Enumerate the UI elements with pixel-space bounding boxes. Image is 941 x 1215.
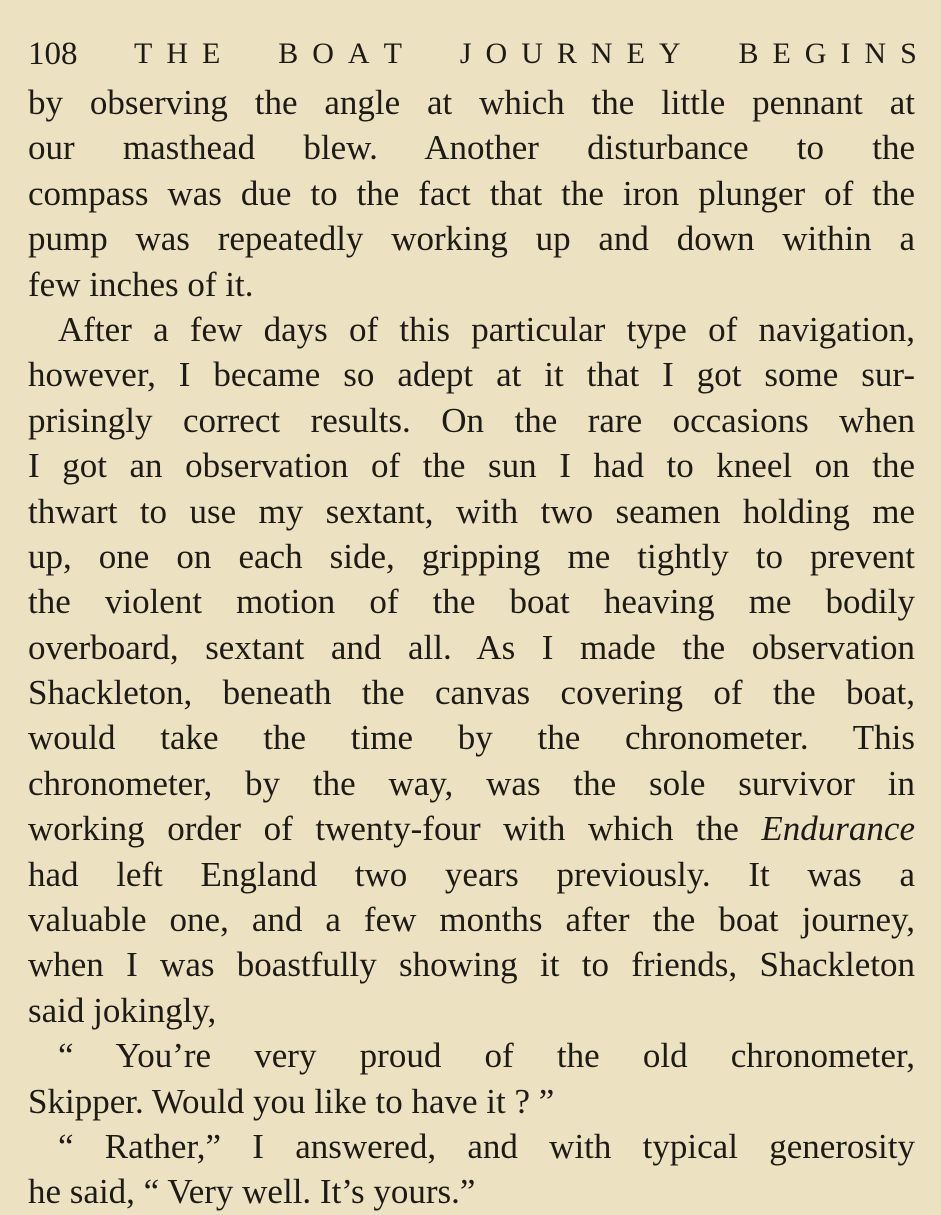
text-line: compass was due to the fact that the iron plunger of the [28,173,915,213]
ship-name: Endurance [761,809,915,849]
text-line: up, one on each side, gripping me tightly to prevent [28,536,915,576]
page-header [24,30,917,78]
running-head-letter: N [864,37,887,70]
text-line: valuable one, and a few months after the boat journey, [28,900,915,940]
running-head-letter: A [347,37,370,70]
running-head-space [234,30,264,78]
running-head-letter: B [278,37,299,70]
running-head-letter: E [772,37,791,70]
running-head-letter: N [590,37,613,70]
text-line: would take the time by the chronometer. This [28,718,915,758]
text-line: the violent motion of the boat heaving me bodily [28,582,915,622]
text-line: “ You’re very proud of the old chronometer, [58,1036,915,1076]
text-line: I got an observation of the sun I had to kneel on the [28,446,915,486]
text-line: had left England two years previously. It was a [28,854,915,894]
text-line: Shackleton, beneath the canvas covering of the boat, [28,673,915,713]
text-line: “ Rather,” I answered, and with typical generosity [58,1126,915,1166]
text-line: pump was repeatedly working up and down within a [28,219,915,259]
text-line: overboard, sextant and all. As I made the observation [28,627,915,667]
text-line: by observing the angle at which the little pennant at [28,83,915,122]
text-line: prisingly correct results. On the rare occasions when [28,400,915,440]
running-head-letter: R [556,37,577,70]
text-line [28,806,915,851]
running-head-letter: T [134,37,153,70]
running-head-space [416,30,446,78]
body-text [28,80,915,1215]
text-line: said jokingly, [28,990,217,1030]
text-line: however, I became so adept at it that I got some sur- [28,355,915,395]
running-head-letter: Y [658,37,681,70]
running-head-letter: I [840,37,851,70]
text-line: few inches of it. [28,264,254,304]
text-line: thwart to use my sextant, with two seamen holding me [28,491,915,531]
running-head-letter: S [900,37,917,70]
text-line: he said, “ Very well. It’s yours.” [28,1172,476,1212]
running-head-letter: T [383,37,402,70]
text-line-segment: working order of twenty-four with which the [28,809,762,849]
running-head-letter: J [459,37,472,70]
running-head-letter: G [804,37,827,70]
text-line: After a few days of this particular type of navigation, [58,309,915,349]
running-head-letter: H [166,37,188,70]
text-line: Skipper. Would you like to have it ? ” [28,1081,555,1121]
running-head-letter: O [485,37,508,70]
running-head-letter: E [201,37,221,70]
running-head-letter: U [521,37,543,70]
text-line: chronometer, by the way, was the sole survivor in [28,763,915,803]
running-head-letter: B [738,37,759,70]
running-head-letter: E [626,37,645,70]
page-number: 108 [28,36,78,72]
text-line: our masthead blew. Another disturbance to the [28,128,915,168]
running-head-letter: O [312,37,334,70]
running-head [134,30,917,78]
running-head-space [694,30,724,78]
text-line: when I was boastfully showing it to friends, Shackleton [28,945,915,985]
